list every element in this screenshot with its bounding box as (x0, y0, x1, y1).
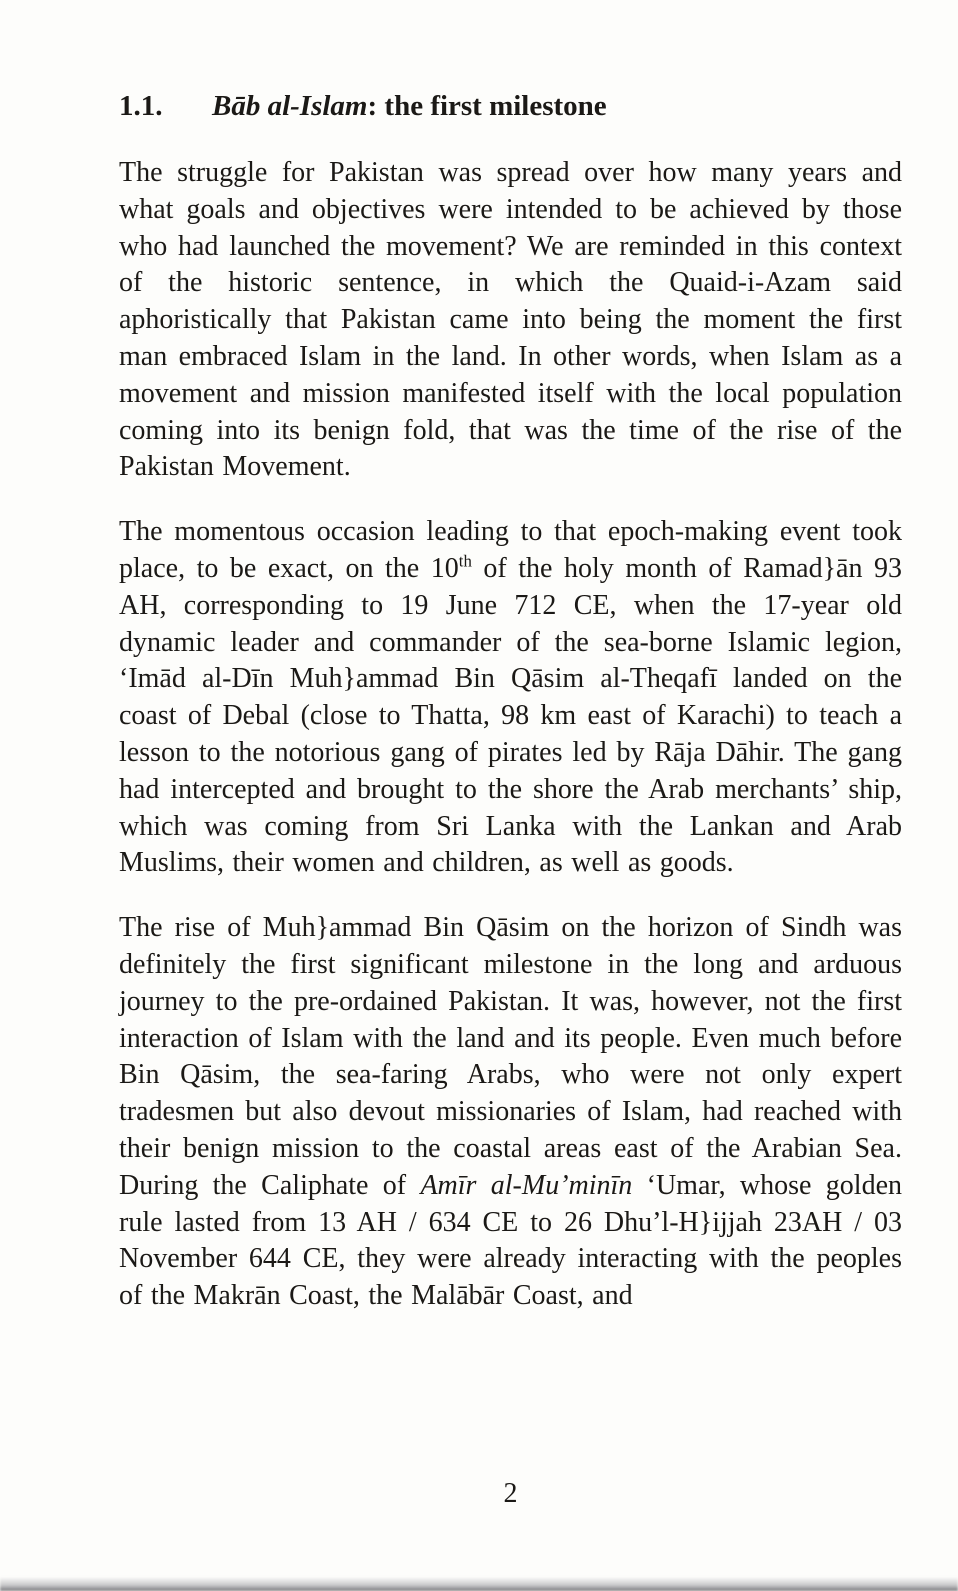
text-run: Amīr al-Mu’minīn (420, 1169, 633, 1201)
text-run: ‘Umar, whose golden rule lasted from 13 AH / 634 CE to 26 Dhu’l-H}ijjah 23AH / 03 November 644 CE, they were already interacting with the peoples of the Makrān Coast, the Malābār Coast, and (119, 1169, 902, 1312)
section-title-rest: : the first milestone (367, 90, 607, 122)
text-run: The rise of Muh}ammad Bin Qāsim on the horizon of Sindh was definitely the first significant milestone in the long and arduous journey to the pre-ordained Pakistan. It was, however, not the first interaction of Islam with the land and its people. Even much before Bin Qāsim, the sea-faring Arabs, who were not only expert tradesmen but also devout missionaries of Islam, had reached with their benign mission to the coastal areas east of the Arabian Sea. During the Caliphate of (119, 912, 902, 1201)
paragraph (119, 155, 902, 486)
section-number: 1.1. (119, 90, 163, 122)
body-text (119, 155, 902, 1315)
page-number: 2 (503, 1478, 518, 1509)
section-title-italic: Bāb al-Islam (212, 90, 368, 122)
text-run: of the holy month of Ramad}ān 93 AH, corresponding to 19 June 712 CE, when the 17-year old dynamic leader and commander of the sea-borne Islamic legion, ‘Imād al-Dīn Muh}ammad Bin Qāsim al-Theqafī landed on the coast of Debal (close to Thatta, 98 km east of Karachi) to teach a lesson to the notorious gang of pirates led by Rāja Dāhir. The gang had intercepted and brought to the shore the Arab merchants’ ship, which was coming from Sri Lanka with the Lankan and Arab Muslims, their women and children, as well as goods. (119, 552, 902, 879)
section-heading (119, 90, 902, 123)
text-run: th (458, 551, 472, 571)
paragraph (119, 910, 902, 1315)
text-run: The struggle for Pakistan was spread over how many years and what goals and objectives were intended to be achieved by those who had launched the movement? We are reminded in this context of the historic sentence, in which the Quaid-i-Azam said aphoristically that Pakistan came into being the moment the first man embraced Islam in the land. In other words, when Islam as a movement and mission manifested itself with the local population coming into its benign fold, that was the time of the rise of the Pakistan Movement. (119, 157, 902, 483)
paragraph (119, 514, 902, 882)
text-run: The momentous occasion leading to that epoch-making event took place, to be exact, on the 10 (119, 516, 902, 584)
scan-edge-artifact (0, 1577, 958, 1591)
